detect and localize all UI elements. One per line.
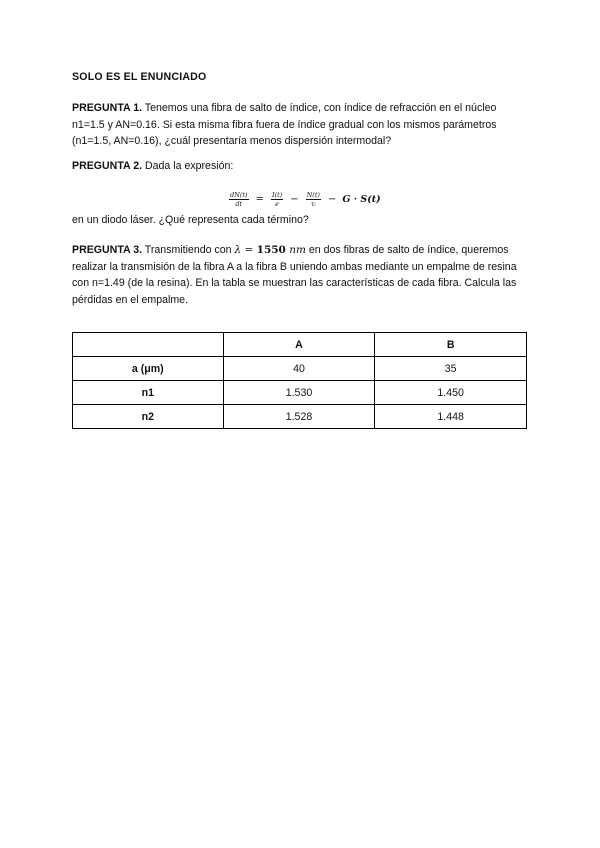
table-cell: 40 [223, 357, 375, 381]
question-1 [72, 100, 532, 150]
equation-term1-numerator: I(t) [271, 190, 283, 199]
rate-equation [226, 186, 383, 212]
question-3-label: PREGUNTA 3. [72, 244, 143, 256]
question-3-text-after: en dos fibras de salto de índice, queremos realizar la transmisión de la fibra A a la fibra B uniendo ambas mediante un empalme de resina con n=1.49 (de la resina). En la tabla se muestran las características de cada fibra. Calcula las pérdidas en el empalme. [72, 244, 517, 306]
table-row [73, 357, 527, 381]
table-row-label: a (μm) [73, 357, 224, 381]
question-1-text: Tenemos una fibra de salto de índice, con índice de refracción en el núcleo n1=1.5 y AN=0.16. Si esta misma fibra fuera de índice gradual con los mismos parámetros (n1=1.5, AN=0.16), ¿cuál presentaría menos dispersión intermodal? [72, 102, 497, 147]
equation-term2-denominator: τᵢ [310, 199, 316, 208]
table-header-fiber-b: B [375, 333, 527, 357]
question-2-text: Dada la expresión: [142, 160, 234, 172]
equation-term2-fraction [306, 191, 321, 208]
equation-equals: = [255, 193, 264, 205]
wavelength-value: 1550 [256, 244, 286, 256]
question-1-label: PREGUNTA 1. [72, 102, 143, 114]
table-cell: 1.528 [223, 405, 375, 429]
equation-lhs-denominator: dt [235, 199, 243, 208]
question-3 [72, 242, 532, 308]
equation-minus-2: − [327, 193, 337, 205]
table-cell: 35 [375, 357, 527, 381]
equation-lhs-numerator: dN(t) [230, 190, 248, 199]
wavelength-expression [235, 244, 306, 256]
table-cell: 1.530 [223, 381, 375, 405]
wavelength-unit: nm [285, 244, 306, 256]
equation-term2-numerator: N(t) [306, 190, 320, 199]
table-cell: 1.450 [375, 381, 527, 405]
wavelength-symbol: λ = [234, 244, 257, 256]
equation-term1-denominator: e [275, 199, 279, 208]
table-header-empty [73, 333, 224, 357]
equation-term3: G · S(t) [342, 193, 381, 205]
table-header-row [73, 333, 527, 357]
equation-term1-fraction [271, 191, 283, 208]
question-3-text-before: Transmitiendo con [142, 244, 235, 256]
table-cell: 1.448 [375, 405, 527, 429]
fiber-characteristics-table [72, 332, 527, 429]
equation-lhs-fraction [229, 191, 249, 208]
question-2 [72, 158, 532, 175]
table-header-fiber-a: A [223, 333, 375, 357]
question-2-label: PREGUNTA 2. [72, 160, 143, 172]
equation-minus-1: − [290, 193, 299, 205]
table-row-label: n1 [73, 381, 224, 405]
question-2-followup: en un diodo láser. ¿Qué representa cada término? [72, 214, 309, 226]
table-row [73, 405, 527, 429]
document-heading: SOLO ES EL ENUNCIADO [72, 71, 207, 83]
table-row [73, 381, 527, 405]
table-row-label: n2 [73, 405, 224, 429]
